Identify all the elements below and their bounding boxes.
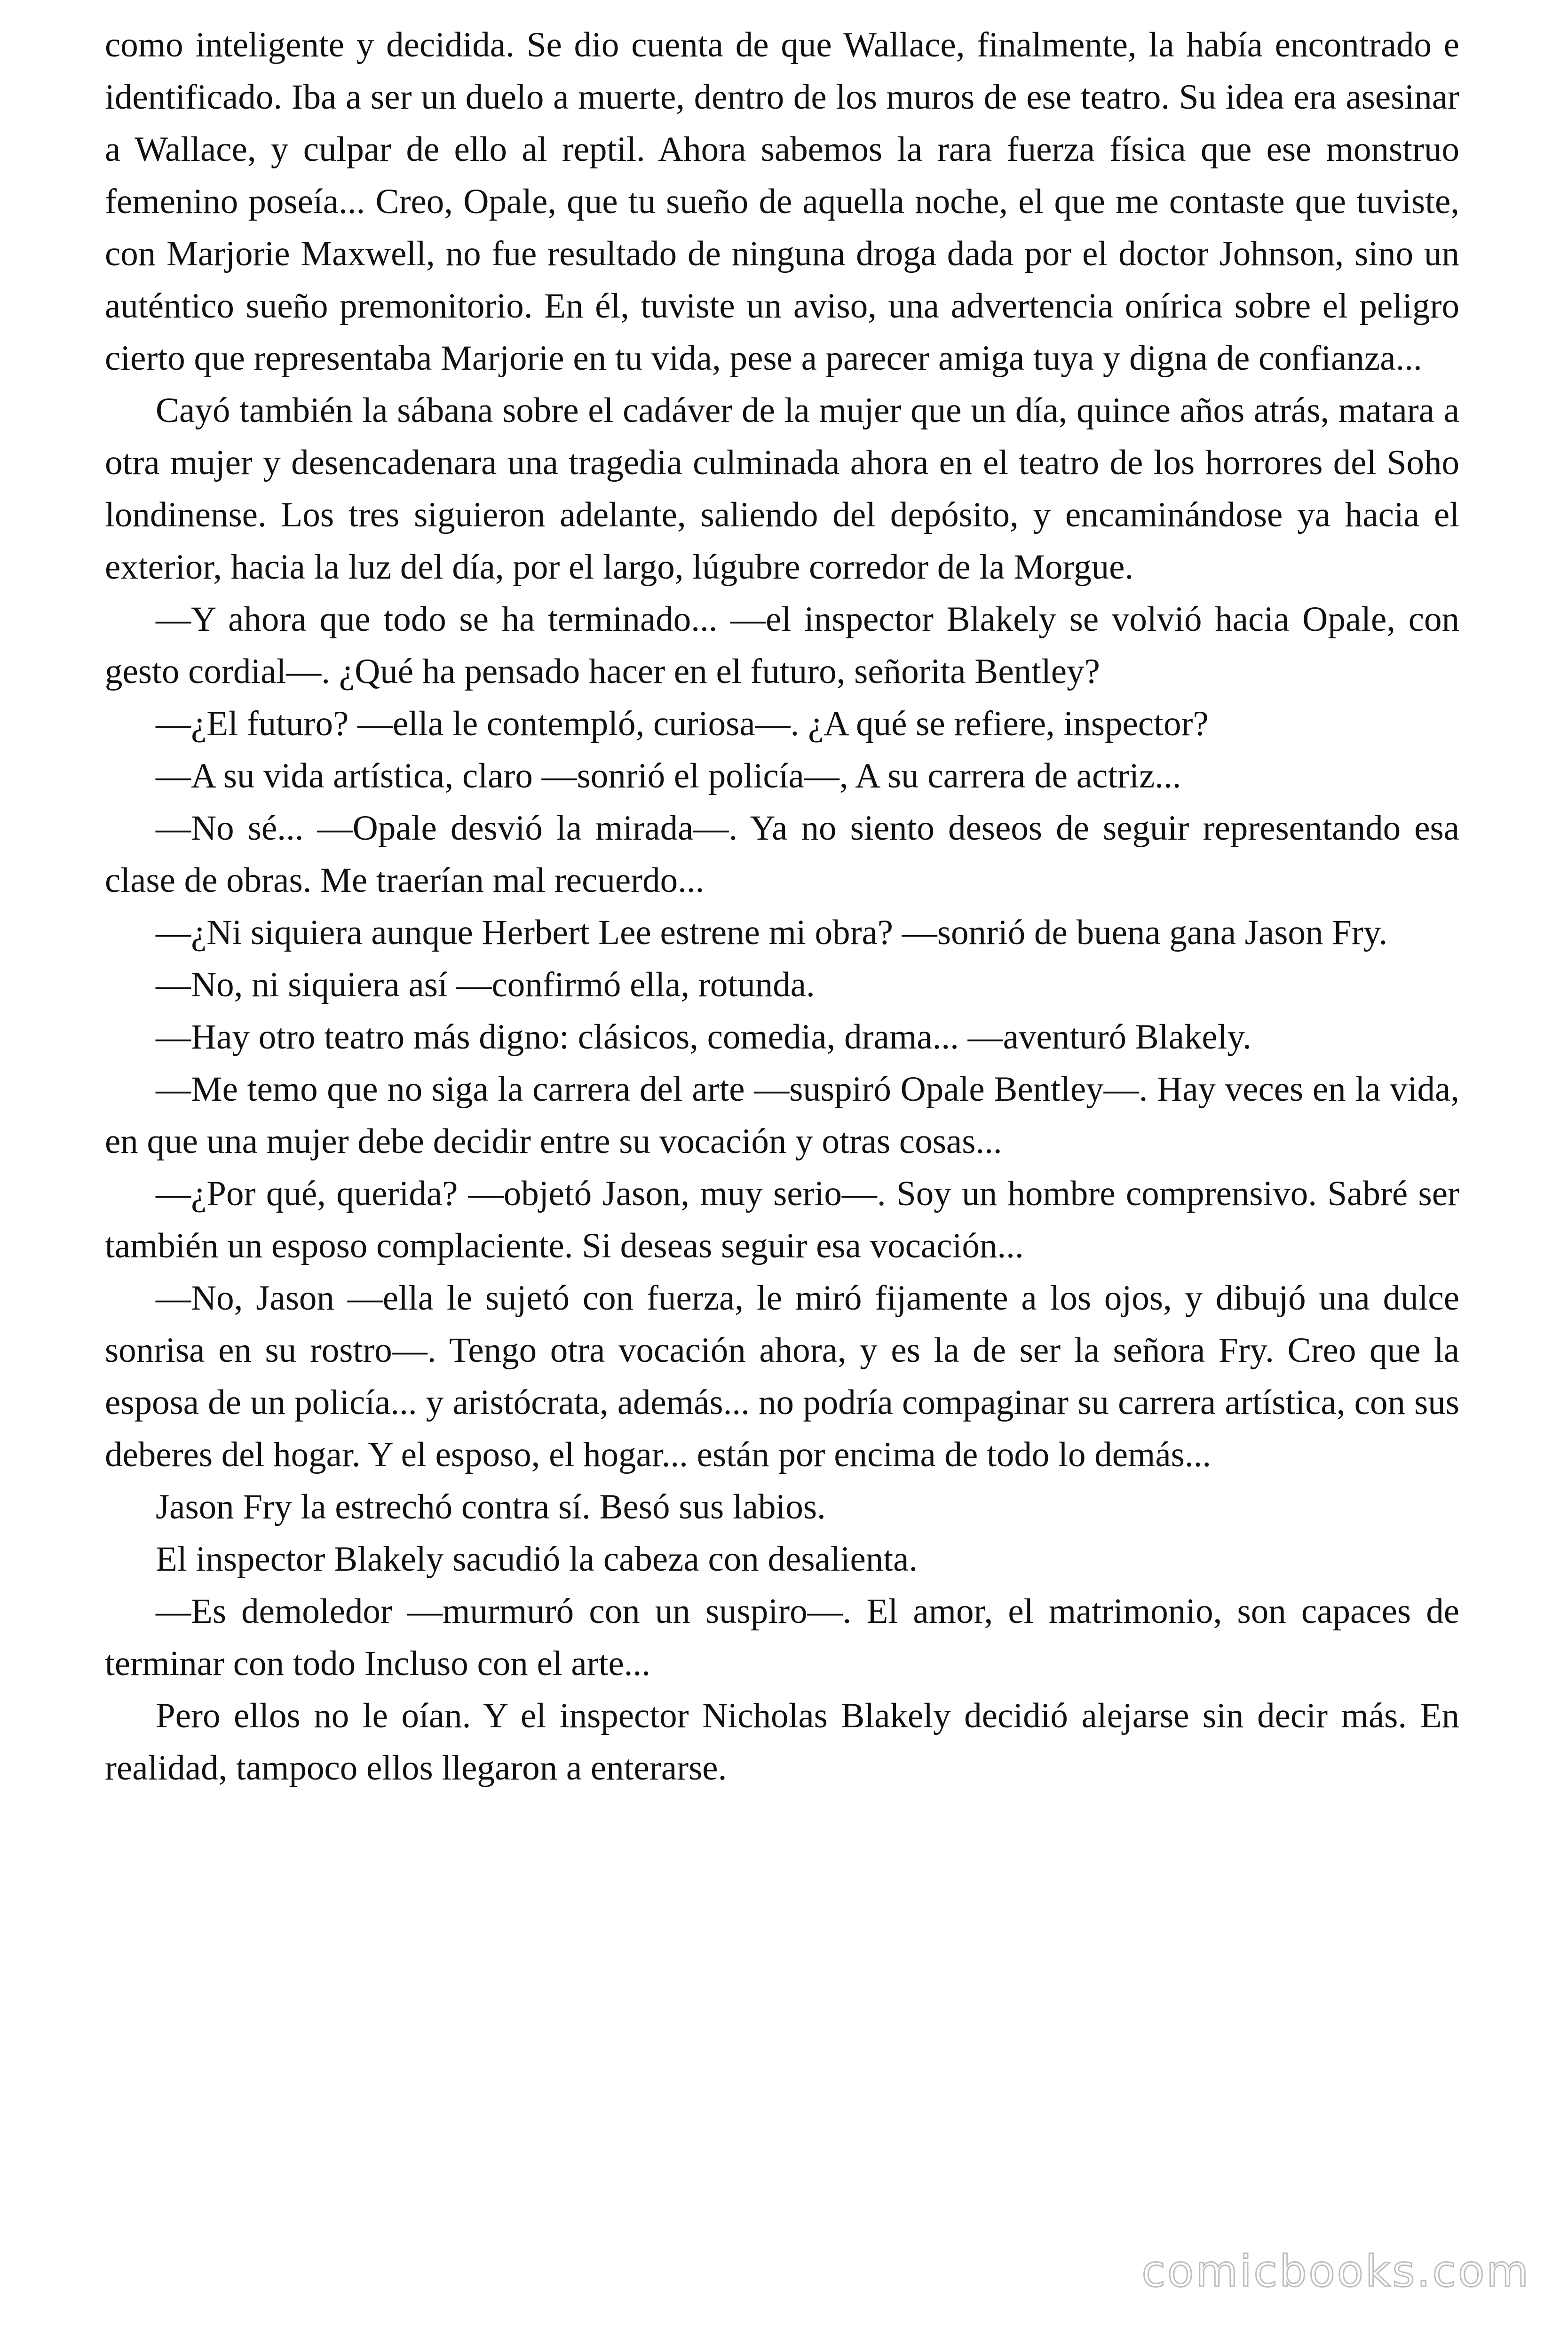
paragraph: —¿Ni siquiera aunque Herbert Lee estrene mi obra? —sonrió de buena gana Jason Fry. [156, 913, 1388, 952]
paragraph: —No, Jason —ella le sujetó con fuerza, le miró fijamente a los ojos, y dibujó una dulce sonrisa en su rostro—. Tengo otra vocación ahora, y es la de ser la señora Fry. Creo que la esposa de un policía... y aristócrata, además... no podría compaginar su carrera artística, con sus deberes del hogar. Y el esposo, el hogar... están por encima de todo lo demás... [105, 1279, 1459, 1474]
paragraph: —Hay otro teatro más digno: clásicos, comedia, drama... —aventuró Blakely. [156, 1017, 1251, 1057]
paragraph: —No sé... —Opale desvió la mirada—. Ya no siento deseos de seguir representando esa clase de obras. Me traerían mal recuerdo... [105, 809, 1459, 900]
page-text [105, 19, 1459, 1794]
paragraph: —No, ni siquiera así —confirmó ella, rotunda. [156, 965, 815, 1004]
watermark: comicbooks.com [1141, 2246, 1530, 2296]
paragraph: —¿El futuro? —ella le contempló, curiosa—. ¿A qué se refiere, inspector? [156, 704, 1209, 743]
paragraph: —Y ahora que todo se ha terminado... —el inspector Blakely se volvió hacia Opale, con gesto cordial—. ¿Qué ha pensado hacer en el futuro, señorita Bentley? [105, 600, 1459, 691]
paragraph: —A su vida artística, claro —sonrió el policía—, A su carrera de actriz... [156, 756, 1181, 795]
paragraph: —Es demoledor —murmuró con un suspiro—. El amor, el matrimonio, son capaces de terminar con todo Incluso con el arte... [105, 1592, 1459, 1683]
paragraph: como inteligente y decidida. Se dio cuenta de que Wallace, finalmente, la había encontrado e identificado. Iba a ser un duelo a muerte, dentro de los muros de ese teatro. Su idea era asesinar a Wallace, y culpar de ello al reptil. Ahora sabemos la rara fuerza física que ese monstruo femenino poseía... Creo, Opale, que tu sueño de aquella noche, el que me contaste que tuviste, con Marjorie Maxwell, no fue resultado de ninguna droga dada por el doctor Johnson, sino un auténtico sueño premonitorio. En él, tuviste un aviso, una advertencia onírica sobre el peligro cierto que representaba Marjorie en tu vida, pese a parecer amiga tuya y digna de confianza... [105, 25, 1459, 378]
paragraph: —Me temo que no siga la carrera del arte —suspiró Opale Bentley—. Hay veces en la vida, en que una mujer debe decidir entre su vocación y otras cosas... [105, 1070, 1459, 1161]
paragraph: Jason Fry la estrechó contra sí. Besó sus labios. [156, 1487, 826, 1526]
paragraph: Pero ellos no le oían. Y el inspector Nicholas Blakely decidió alejarse sin decir más. En realidad, tampoco ellos llegaron a enterarse. [105, 1696, 1459, 1788]
paragraph: Cayó también la sábana sobre el cadáver de la mujer que un día, quince años atrás, matara a otra mujer y desencadenara una tragedia culminada ahora en el teatro de los horrores del Soho londinense. Los tres siguieron adelante, saliendo del depósito, y encaminándose ya hacia el exterior, hacia la luz del día, por el largo, lúgubre corredor de la Morgue. [105, 391, 1459, 587]
paragraph: El inspector Blakely sacudió la cabeza con desalienta. [156, 1540, 918, 1579]
paragraph: —¿Por qué, querida? —objetó Jason, muy serio—. Soy un hombre comprensivo. Sabré ser también un esposo complaciente. Si deseas seguir esa vocación... [105, 1174, 1459, 1265]
